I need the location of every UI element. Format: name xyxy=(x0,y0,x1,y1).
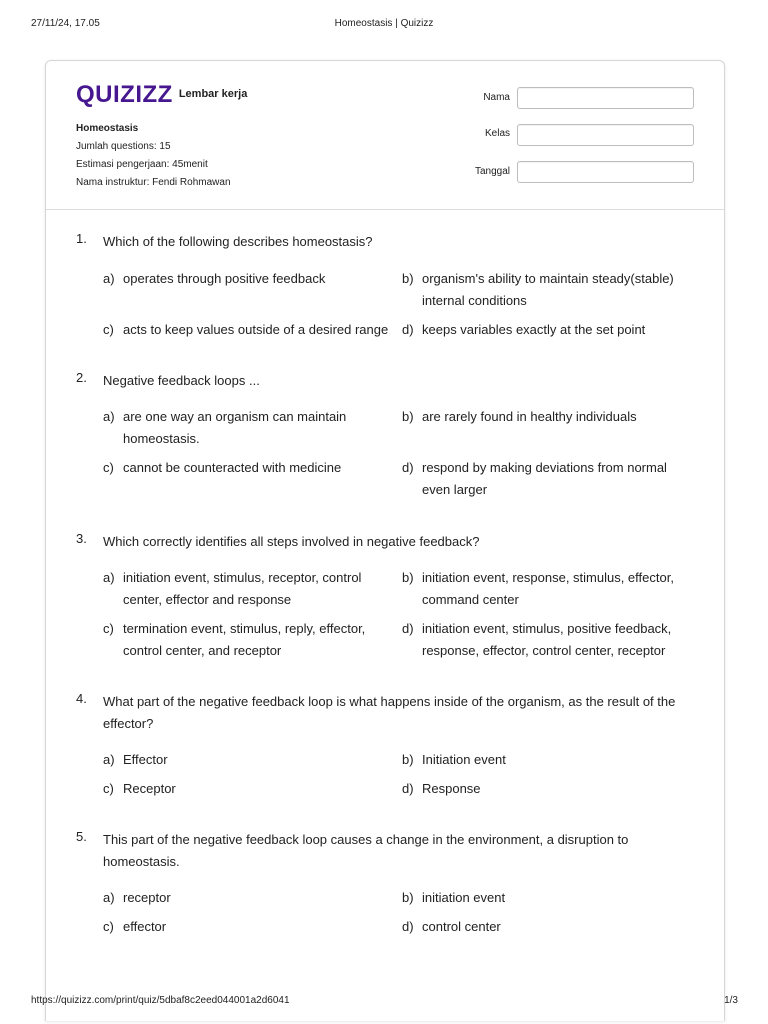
option-letter: b) xyxy=(402,752,414,767)
question-text: This part of the negative feedback loop causes a change in the environment, a disruption to homeostasis. xyxy=(103,832,629,869)
option-letter: d) xyxy=(402,919,414,934)
question-count: Jumlah questions: 15 xyxy=(76,141,171,152)
option-letter: a) xyxy=(103,271,115,286)
quizizz-logo xyxy=(76,81,247,109)
option-letter: d) xyxy=(402,460,414,475)
option-text: effector xyxy=(123,919,167,934)
option-text: initiation event, stimulus, receptor, control center, effector and response xyxy=(123,570,362,607)
option-letter: c) xyxy=(103,460,114,475)
nama-field[interactable] xyxy=(517,87,694,109)
tanggal-label: Tanggal xyxy=(474,166,510,177)
option-text: initiation event, stimulus, positive feedback, response, effector, control center, receptor xyxy=(422,621,672,658)
worksheet xyxy=(45,60,725,1021)
option-letter: d) xyxy=(402,322,414,337)
question-number: 5. xyxy=(76,829,87,844)
option-text: control center xyxy=(422,919,501,934)
option-text: are rarely found in healthy individuals xyxy=(422,409,637,424)
worksheet-label: Lembar kerja xyxy=(178,88,248,100)
print-url: https://quizizz.com/print/quiz/5dbaf8c2eed044001a2d6041 xyxy=(31,995,290,1006)
option-letter: a) xyxy=(103,890,115,905)
option-text: acts to keep values outside of a desired range xyxy=(123,322,389,337)
option-text: are one way an organism can maintain homeostasis. xyxy=(123,409,347,446)
option-text: receptor xyxy=(123,890,171,905)
estimated-duration: Estimasi pengerjaan: 45menit xyxy=(76,159,208,170)
option-letter: d) xyxy=(402,781,414,796)
option-letter: d) xyxy=(402,621,414,636)
logo-wordmark: QUIZIZZ xyxy=(76,81,173,108)
question-text: Which of the following describes homeostasis? xyxy=(103,234,373,249)
option-letter: a) xyxy=(103,409,115,424)
question-number: 3. xyxy=(76,531,87,546)
option-letter: a) xyxy=(103,752,115,767)
kelas-label: Kelas xyxy=(484,128,510,139)
option-letter: c) xyxy=(103,621,114,636)
option-letter: b) xyxy=(402,409,414,424)
option-letter: b) xyxy=(402,570,414,585)
worksheet-header xyxy=(46,61,724,210)
question-text: Negative feedback loops ... xyxy=(103,373,260,388)
option-text: respond by making deviations from normal even larger xyxy=(422,460,667,497)
option-text: keeps variables exactly at the set point xyxy=(422,322,646,337)
option-text: operates through positive feedback xyxy=(123,271,326,286)
option-letter: b) xyxy=(402,271,414,286)
question-number: 4. xyxy=(76,691,87,706)
question-number: 2. xyxy=(76,370,87,385)
option-text: organism's ability to maintain steady(stable) internal conditions xyxy=(422,271,674,308)
question-number: 1. xyxy=(76,231,87,246)
option-text: Effector xyxy=(123,752,168,767)
option-text: Response xyxy=(422,781,481,796)
option-letter: b) xyxy=(402,890,414,905)
print-date: 27/11/24, 17.05 xyxy=(31,18,100,29)
tanggal-field[interactable] xyxy=(517,161,694,183)
quiz-meta xyxy=(76,120,231,192)
quiz-title: Homeostasis xyxy=(76,123,139,134)
option-text: cannot be counteracted with medicine xyxy=(123,460,342,475)
option-text: termination event, stimulus, reply, effector, control center, and receptor xyxy=(123,621,366,658)
option-letter: c) xyxy=(103,781,114,796)
kelas-field[interactable] xyxy=(517,124,694,146)
question-text: Which correctly identifies all steps involved in negative feedback? xyxy=(103,534,480,549)
option-text: initiation event, response, stimulus, effector, command center xyxy=(422,570,674,607)
question-text: What part of the negative feedback loop is what happens inside of the organism, as the result of the effector? xyxy=(103,694,676,731)
option-letter: c) xyxy=(103,919,114,934)
nama-label: Nama xyxy=(483,92,510,103)
instructor-name: Nama instruktur: Fendi Rohmawan xyxy=(76,177,231,188)
option-text: Receptor xyxy=(123,781,176,796)
page-number: 1/3 xyxy=(724,995,738,1006)
print-title: Homeostasis | Quizizz xyxy=(334,18,434,29)
option-text: initiation event xyxy=(422,890,506,905)
option-text: Initiation event xyxy=(422,752,506,767)
option-letter: a) xyxy=(103,570,115,585)
option-letter: c) xyxy=(103,322,114,337)
